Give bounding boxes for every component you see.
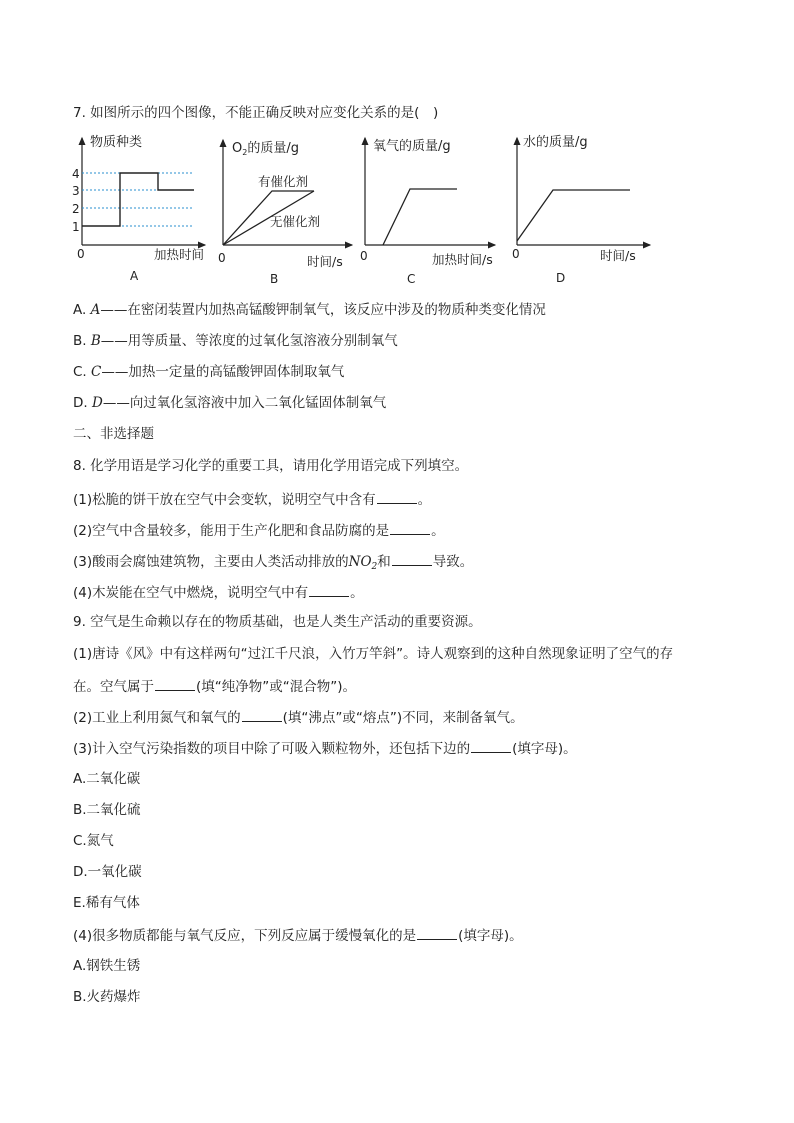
q7-charts: [60, 128, 660, 288]
q9-part1-line2: 在。空气属于 (填“纯净物”或“混合物”)。: [73, 676, 356, 696]
chart-a-caption: A: [130, 269, 139, 283]
q9-blank-3[interactable]: [471, 738, 511, 753]
q8-blank-2[interactable]: [390, 520, 430, 535]
chart-c-origin: 0: [360, 249, 368, 263]
q9-part3-option-d: D.一氧化碳: [73, 864, 142, 880]
chart-a-ylabel: 物质种类: [90, 135, 143, 150]
chart-a-ytick-3: 3: [72, 184, 80, 198]
chart-c: [360, 138, 495, 286]
q7-option-d: D. D——向过氧化氢溶液中加入二氧化锰固体制氧气: [73, 395, 387, 411]
chart-d-line: [517, 190, 630, 241]
chart-a-ytick-4: 4: [72, 167, 80, 181]
chart-b-ylabel: $O_2$的质量/g: [232, 141, 299, 157]
q9-part4: (4)很多物质都能与氧气反应，下列反应属于缓慢氧化的是 (填字母)。: [73, 925, 523, 945]
chart-a-ytick-1: 1: [72, 220, 80, 234]
chart-d: [512, 134, 650, 285]
chart-c-xlabel: 加热时间/s: [432, 252, 493, 267]
q8-part2: (2)空气中含量较多，能用于生产化肥和食品防腐的是 。: [73, 520, 445, 540]
chart-a-ytick-2: 2: [72, 202, 80, 216]
q8-blank-3[interactable]: [392, 551, 432, 566]
q9-stem: 9. 空气是生命赖以存在的物质基础，也是人类生产活动的重要资源。: [73, 614, 482, 630]
q9-part3: (3)计入空气污染指数的项目中除了可吸入颗粒物外，还包括下边的 (填字母)。: [73, 738, 577, 758]
q9-blank-4[interactable]: [417, 925, 457, 940]
q8-blank-4[interactable]: [309, 582, 349, 597]
q9-part4-option-a: A.钢铁生锈: [73, 958, 141, 974]
q8-stem: 8. 化学用语是学习化学的重要工具，请用化学用语完成下列填空。: [73, 458, 469, 474]
q9-part3-option-e: E.稀有气体: [73, 895, 140, 911]
chart-c-ylabel: 氧气的质量/g: [373, 139, 451, 154]
q7-option-b: B. B——用等质量、等浓度的过氧化氢溶液分别制氧气: [73, 333, 398, 349]
q7-option-c: C. C——加热一定量的高锰酸钾固体制取氧气: [73, 364, 345, 380]
chart-b: [218, 140, 352, 286]
q9-part4-option-b: B.火药爆炸: [73, 989, 141, 1005]
chart-c-line: [383, 189, 457, 245]
chart-b-xlabel: 时间/s: [307, 254, 343, 269]
chart-b-label-catalyst: 有催化剂: [258, 174, 309, 189]
chart-b-origin: 0: [218, 251, 226, 265]
chart-a-xlabel: 加热时间: [154, 247, 205, 262]
q9-part3-option-c: C.氮气: [73, 833, 114, 849]
q8-part3: (3)酸雨会腐蚀建筑物，主要由人类活动排放的$NO_2$和 导致。: [73, 551, 473, 576]
chart-b-caption: B: [270, 272, 279, 286]
chart-d-ylabel: 水的质量/g: [523, 135, 588, 150]
q8-part4: (4)木炭能在空气中燃烧，说明空气中有 。: [73, 582, 364, 602]
chart-a-step-line: [82, 173, 194, 226]
q7-stem: 7. 如图所示的四个图像，不能正确反映对应变化关系的是( ): [73, 105, 439, 121]
chart-d-origin: 0: [512, 247, 520, 261]
q9-blank-1[interactable]: [155, 676, 195, 691]
q9-blank-2[interactable]: [242, 707, 282, 722]
q7-option-a: A. A——在密闭装置内加热高锰酸钾制氧气，该反应中涉及的物质种类变化情况: [73, 302, 546, 318]
section-heading: 二、非选择题: [73, 426, 154, 442]
chart-d-xlabel: 时间/s: [600, 248, 636, 263]
chart-b-label-no-catalyst: 无催化剂: [270, 214, 321, 229]
chart-a-gridlines: [82, 173, 192, 226]
q9-part1-line1: (1)唐诗《风》中有这样两句“过江千尺浪，入竹万竿斜”。诗人观察到的这种自然现象证明了空气的存: [73, 646, 674, 662]
q9-part3-option-a: A.二氧化碳: [73, 771, 141, 787]
chart-a: [72, 134, 205, 283]
chart-c-caption: C: [407, 272, 416, 286]
chart-a-origin: 0: [77, 247, 85, 261]
q8-blank-1[interactable]: [377, 489, 417, 504]
q9-part3-option-b: B.二氧化硫: [73, 802, 141, 818]
q8-part1: (1)松脆的饼干放在空气中会变软，说明空气中含有 。: [73, 489, 431, 509]
chart-d-caption: D: [556, 271, 566, 285]
q9-part2: (2)工业上利用氮气和氧气的 (填“沸点”或“熔点”)不同，来制备氧气。: [73, 707, 524, 727]
